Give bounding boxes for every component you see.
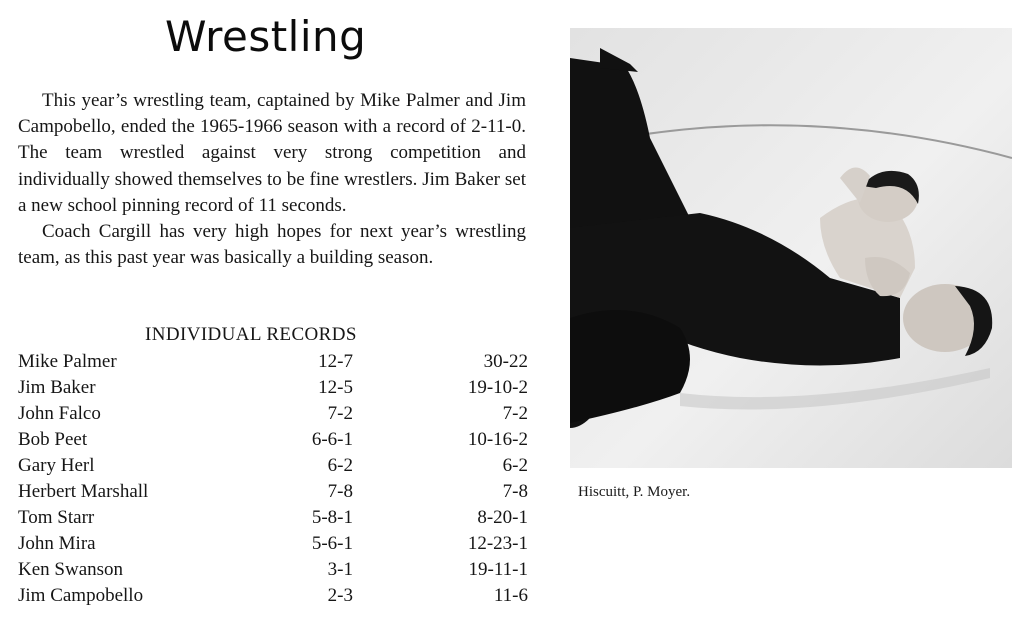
table-row <box>18 557 528 583</box>
record-first: 5-6-1 <box>311 533 353 554</box>
wrestler-name: John Falco <box>18 403 101 424</box>
article-paragraph: Coach Cargill has very high hopes for next year’s wrestling team, as this past year was basically a building season. <box>18 221 526 269</box>
table-row <box>18 349 528 375</box>
wrestler-name: Tom Starr <box>18 507 95 528</box>
photo-caption: Hiscuitt, P. Moyer. <box>578 484 691 500</box>
record-second: 7-8 <box>502 481 528 502</box>
wrestler-name: Jim Campobello <box>18 585 144 606</box>
record-first: 7-8 <box>327 481 353 502</box>
records-heading: INDIVIDUAL RECORDS <box>145 324 357 345</box>
wrestler-name: Jim Baker <box>18 377 96 398</box>
page-title: Wrestling <box>165 12 367 61</box>
record-second: 6-2 <box>502 455 528 476</box>
table-row <box>18 401 528 427</box>
article-paragraph: This year’s wrestling team, captained by Mike Palmer and Jim Campobello, ended the 1965-1966 season with a record of 2-11-0. The team wrestled against very strong competition and individually showed themselves to be fine wrestlers. Jim Baker set a new school pinning record of 11 seconds. <box>18 90 526 216</box>
record-second: 19-11-1 <box>468 559 528 580</box>
individual-records-table <box>18 349 528 609</box>
record-first: 5-8-1 <box>311 507 353 528</box>
record-first: 2-3 <box>327 585 353 606</box>
table-row <box>18 427 528 453</box>
record-first: 12-7 <box>318 351 353 372</box>
table-row <box>18 453 528 479</box>
record-first: 6-6-1 <box>311 429 353 450</box>
record-first: 6-2 <box>327 455 353 476</box>
wrestler-name: John Mira <box>18 533 96 554</box>
table-row <box>18 505 528 531</box>
wrestler-name: Mike Palmer <box>18 351 117 372</box>
table-row <box>18 375 528 401</box>
record-second: 30-22 <box>483 351 528 372</box>
wrestling-photo <box>570 28 1012 468</box>
record-first: 7-2 <box>327 403 353 424</box>
table-row <box>18 479 528 505</box>
wrestler-name: Ken Swanson <box>18 559 124 580</box>
table-row <box>18 583 528 609</box>
record-second: 7-2 <box>502 403 528 424</box>
record-second: 11-6 <box>493 585 528 606</box>
table-row <box>18 531 528 557</box>
record-second: 8-20-1 <box>477 507 528 528</box>
wrestlers-illustration <box>570 28 1012 468</box>
record-second: 12-23-1 <box>467 533 528 554</box>
article-body <box>18 88 526 271</box>
record-first: 12-5 <box>318 377 353 398</box>
wrestler-name: Herbert Marshall <box>18 481 149 502</box>
record-first: 3-1 <box>327 559 353 580</box>
record-second: 19-10-2 <box>467 377 528 398</box>
wrestler-name: Bob Peet <box>18 429 88 450</box>
wrestler-name: Gary Herl <box>18 455 95 476</box>
record-second: 10-16-2 <box>467 429 528 450</box>
